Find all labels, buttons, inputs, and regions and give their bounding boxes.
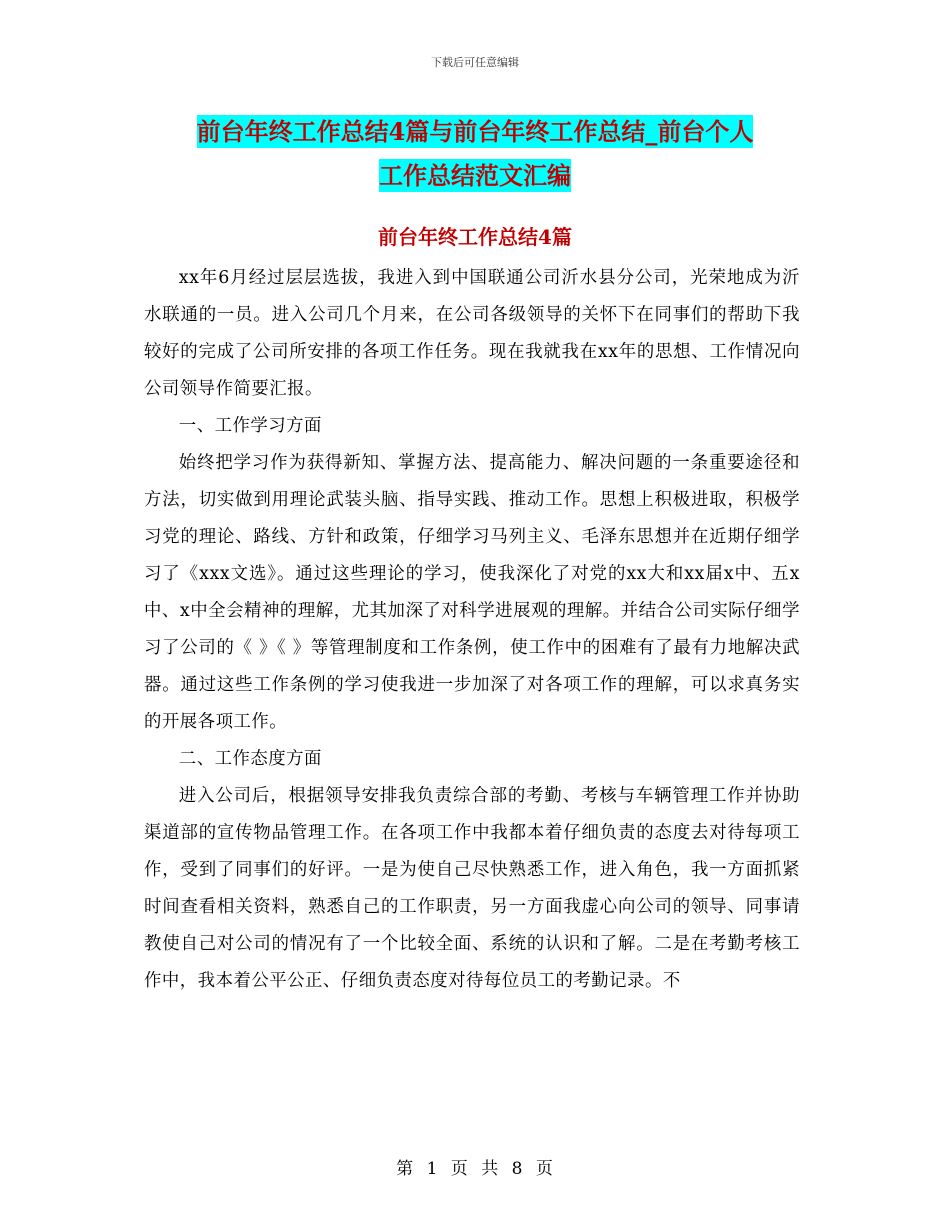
title-line-1: 前台年终工作总结4篇与前台年终工作总结_前台个人 [196, 117, 754, 146]
paragraph-work-study: 始终把学习作为获得新知、掌握方法、提高能力、解决问题的一条重要途径和方法，切实做到用理论武装头脑、指导实践、推动工作。思想上积极进取，积极学习党的理论、路线、方针和政策，仔细学习马列主义、毛泽东思想并在近期仔细学习了《xxx文选》。通过这些理论的学习，使我深化了对党的xx大和xx届x中、五x中、x中全会精神的理解，尤其加深了对科学进展观的理解。并结合公司实际仔细学习了公司的《 》《 》等管理制度和工作条例，使工作中的困难有了最有力地解决武器。通过这些工作条例的学习使我进一步加深了对各项工作的理解，可以求真务实的开展各项工作。 [144, 453, 800, 732]
paragraph-intro: xx年6月经过层层选拔，我进入到中国联通公司沂水县分公司，光荣地成为沂水联通的一员。进入公司几个月来，在公司各级领导的关怀下在同事们的帮助下我较好的完成了公司所安排的各项工作任务。现在我就我在xx年的思想、工作情况向公司领导作简要汇报。 [144, 268, 800, 399]
footer-ye: 页 [450, 1159, 469, 1179]
paragraph-work-attitude: 进入公司后，根据领导安排我负责综合部的考勤、考核与车辆管理工作并协助渠道部的宣传物品管理工作。在各项工作中我都本着仔细负责的态度去对待每项工作，受到了同事们的好评。一是为使自己尽快熟悉工作，进入角色，我一方面抓紧时间查看相关资料，熟悉自己的工作职责，另一方面我虚心向公司的领导、同事请教使自己对公司的情况有了一个比较全面、系统的认识和了解。二是在考勤考核工作中，我本着公平公正、仔细负责态度对待每位员工的考勤记录。不 [144, 786, 800, 991]
footer-total-pages: 8 [511, 1159, 524, 1179]
page-footer [0, 1154, 950, 1179]
title-line-2: 工作总结范文汇编 [379, 161, 571, 190]
footer-di: 第 [396, 1159, 415, 1179]
heading-work-study: 一、工作学习方面 [178, 416, 322, 436]
document-title [100, 110, 850, 198]
page-header-note: 下载后可任意编辑 [431, 56, 519, 69]
heading-work-attitude: 二、工作态度方面 [178, 749, 322, 769]
footer-page-number: 1 [426, 1159, 439, 1179]
document-body [144, 260, 800, 1000]
section-title: 前台年终工作总结4篇 [378, 225, 572, 249]
footer-ye-2: 页 [535, 1159, 554, 1179]
footer-gong: 共 [481, 1159, 500, 1179]
